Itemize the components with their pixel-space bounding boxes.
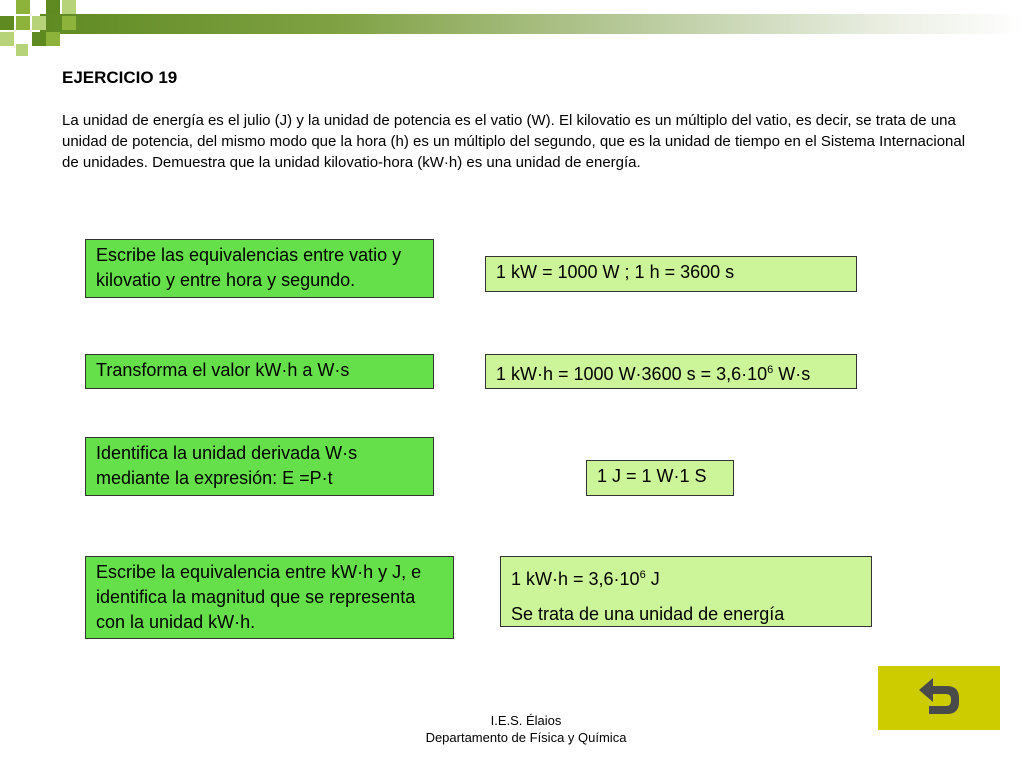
header-decoration — [0, 0, 1024, 48]
step4-answer-line1-text: 1 kW·h = 3,6·10 — [511, 569, 640, 589]
back-button[interactable] — [878, 666, 1000, 730]
footer — [350, 712, 702, 746]
decor-square — [62, 0, 76, 14]
step1-question: Escribe las equivalencias entre vatio y kilovatio y entre hora y segundo. — [85, 239, 434, 298]
decor-square — [32, 16, 46, 30]
step2-answer-unit: W·s — [773, 364, 811, 384]
step4-question: Escribe la equivalencia entre kW·h y J, e identifica la magnitud que se representa con la unidad kW·h. — [85, 556, 454, 639]
step4-answer-line2: Se trata de una unidad de energía — [511, 604, 785, 624]
footer-school: I.E.S. Élaios — [490, 713, 562, 728]
exercise-title: EJERCICIO 19 — [62, 68, 178, 87]
step4-answer-unit: J — [645, 569, 660, 589]
step2-answer — [485, 354, 857, 389]
header-gradient-strip — [40, 14, 1024, 34]
step3-answer: 1 J = 1 W·1 S — [586, 460, 734, 496]
decor-square — [0, 32, 14, 46]
step2-answer-exponent: 6 — [767, 364, 774, 376]
decor-square — [16, 0, 30, 14]
return-arrow-icon — [915, 674, 963, 722]
decor-square — [32, 32, 46, 46]
exercise-statement: La unidad de energía es el julio (J) y la unidad de potencia es el vatio (W). El kilovatio es un múltiplo del vatio, es decir, se trata de una unidad de potencia, del mismo modo que la hora (h) es un múltiplo del segundo, que es la unidad de tiempo en el Sistema Internacional de unidades. Demuestra que la unidad kilovatio-hora (kW·h) es una unidad de energía. — [62, 112, 966, 171]
decor-square — [46, 0, 60, 14]
step2-question: Transforma el valor kW·h a W·s — [85, 354, 434, 389]
step4-answer — [500, 556, 872, 627]
step4-answer-exponent: 6 — [639, 569, 646, 581]
footer-department: Departamento de Física y Química — [425, 730, 627, 745]
decor-square — [62, 16, 76, 30]
step2-answer-text: 1 kW·h = 1000 W·3600 s = 3,6·10 — [496, 364, 768, 384]
decor-square — [16, 16, 30, 30]
decor-square — [16, 44, 28, 56]
step4-answer-line1 — [511, 563, 861, 592]
step1-answer: 1 kW = 1000 W ; 1 h = 3600 s — [485, 256, 857, 292]
step3-question: Identifica la unidad derivada W·s mediante la expresión: E =P·t — [85, 437, 434, 496]
decor-square — [0, 16, 14, 30]
decor-square — [46, 32, 60, 46]
